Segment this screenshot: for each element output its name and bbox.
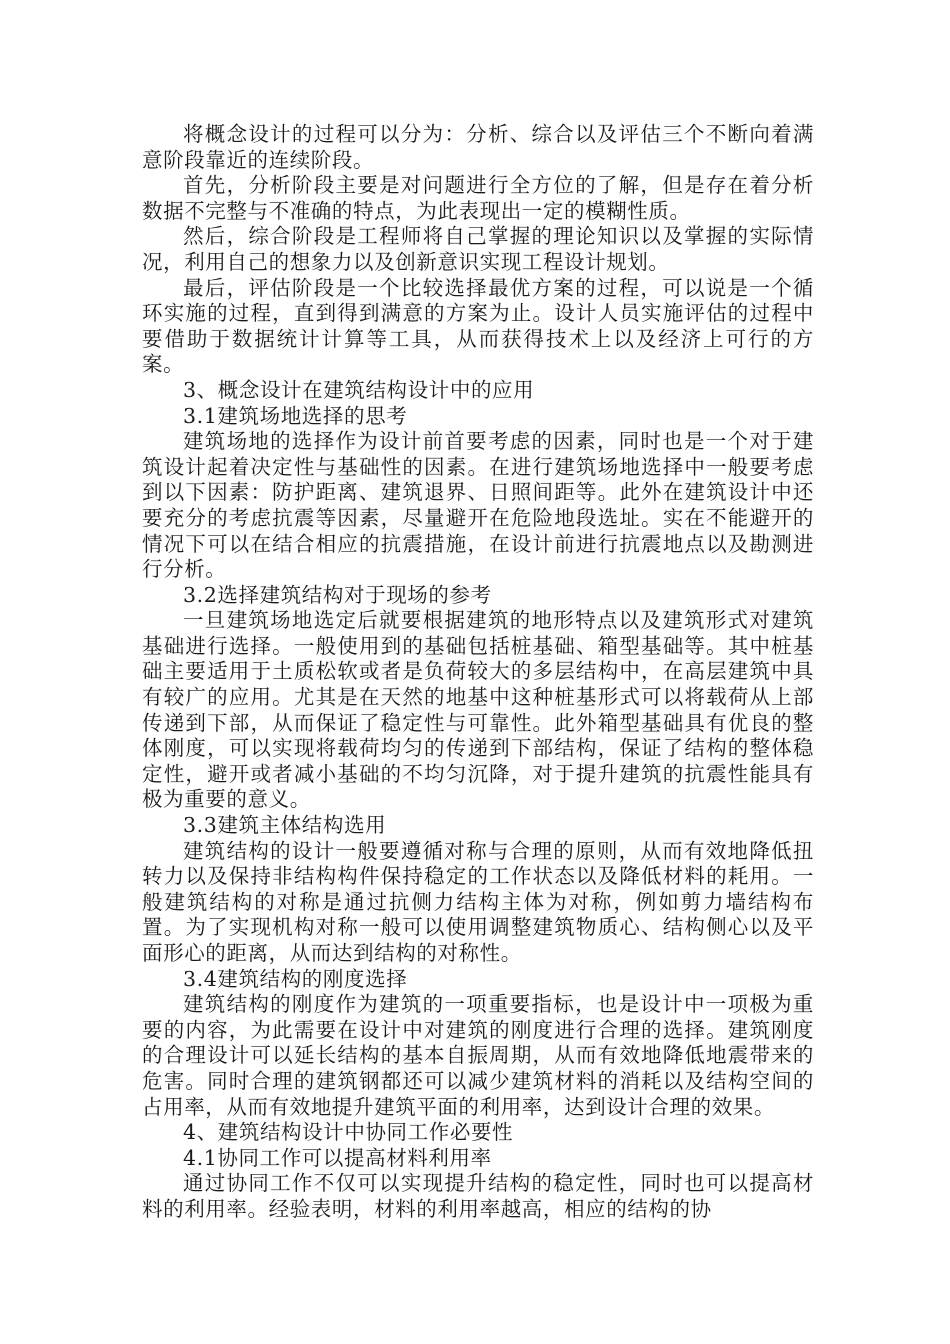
subsection-heading-3-1: 3.1建筑场地选择的思考 — [183, 403, 408, 428]
subsection-heading-4-1: 4.1协同工作可以提高材料利用率 — [183, 1145, 492, 1170]
paragraph-evaluation-stage: 最后，评估阶段是一个比较选择最优方案的过程，可以说是一个循环实施的过程，直到得到满意的方案为止。设计人员实施评估的过程中要借助于数据统计计算等工具，从而获得技术上以及经济上可行的方案。 — [142, 275, 814, 377]
subsection-heading-3-4: 3.4建筑结构的刚度选择 — [183, 966, 408, 991]
paragraph-foundation-selection: 一旦建筑场地选定后就要根据建筑的地形特点以及建筑形式对建筑基础进行选择。一般使用到的基础包括桩基础、箱型基础等。其中桩基础主要适用于土质松软或者是负荷较大的多层结构中，在高层建筑中具有较广的应用。尤其是在天然的地基中这种桩基形式可以将载荷从上部传递到下部，从而保证了稳定性与可靠性。此外箱型基础具有优良的整体刚度，可以实现将载荷均匀的传递到下部结构，保证了结构的整体稳定性，避开或者减小基础的不均匀沉降，对于提升建筑的抗震性能具有极为重要的意义。 — [142, 608, 814, 812]
section-heading-4: 4、建筑结构设计中协同工作必要性 — [183, 1120, 514, 1145]
subsection-heading-3-3: 3.3建筑主体结构选用 — [183, 813, 387, 838]
paragraph-stiffness: 建筑结构的刚度作为建筑的一项重要指标，也是设计中一项极为重要的内容，为此需要在设计中对建筑的刚度进行合理的选择。建筑刚度的合理设计可以延长结构的基本自振周期，从而有效地降低地震带来的危害。同时合理的建筑钢都还可以减少建筑材料的消耗以及结构空间的占用率，从而有效地提升建筑平面的利用率，达到设计合理的效果。 — [142, 992, 814, 1119]
paragraph-site-selection: 建筑场地的选择作为设计前首要考虑的因素，同时也是一个对于建筑设计起着决定性与基础性的因素。在进行建筑场地选择中一般要考虑到以下因素：防护距离、建筑退界、日照间距等。此外在建筑设计中还要充分的考虑抗震等因素，尽量避开在危险地段选址。实在不能避开的情况下可以在结合相应的抗震措施，在设计前进行抗震地点以及勘测进行分析。 — [142, 429, 814, 582]
paragraph-main-structure: 建筑结构的设计一般要遵循对称与合理的原则，从而有效地降低扭转力以及保持非结构构件保持稳定的工作状态以及降低材料的耗用。一般建筑结构的对称是通过抗侧力结构主体为对称，例如剪力墙结构布置。为了实现机构对称一般可以使用调整建筑物质心、结构侧心以及平面形心的距离，从而达到结构的对称性。 — [142, 838, 814, 965]
document-body — [142, 122, 814, 1223]
paragraph-material-utilization: 通过协同工作不仅可以实现提升结构的稳定性，同时也可以提高材料的利用率。经验表明，材料的利用率越高，相应的结构的协 — [142, 1171, 814, 1221]
paragraph-analysis-stage: 首先，分析阶段主要是对问题进行全方位的了解，但是存在着分析数据不完整与不准确的特点，为此表现出一定的模糊性质。 — [142, 173, 814, 223]
subsection-heading-3-2: 3.2选择建筑结构对于现场的参考 — [183, 582, 492, 607]
section-heading-3: 3、概念设计在建筑结构设计中的应用 — [183, 377, 535, 402]
paragraph-synthesis-stage: 然后，综合阶段是工程师将自己掌握的理论知识以及掌握的实际情况，利用自己的想象力以及创新意识实现工程设计规划。 — [142, 224, 814, 274]
paragraph-concept-stages: 将概念设计的过程可以分为：分析、综合以及评估三个不断向着满意阶段靠近的连续阶段。 — [142, 122, 814, 172]
